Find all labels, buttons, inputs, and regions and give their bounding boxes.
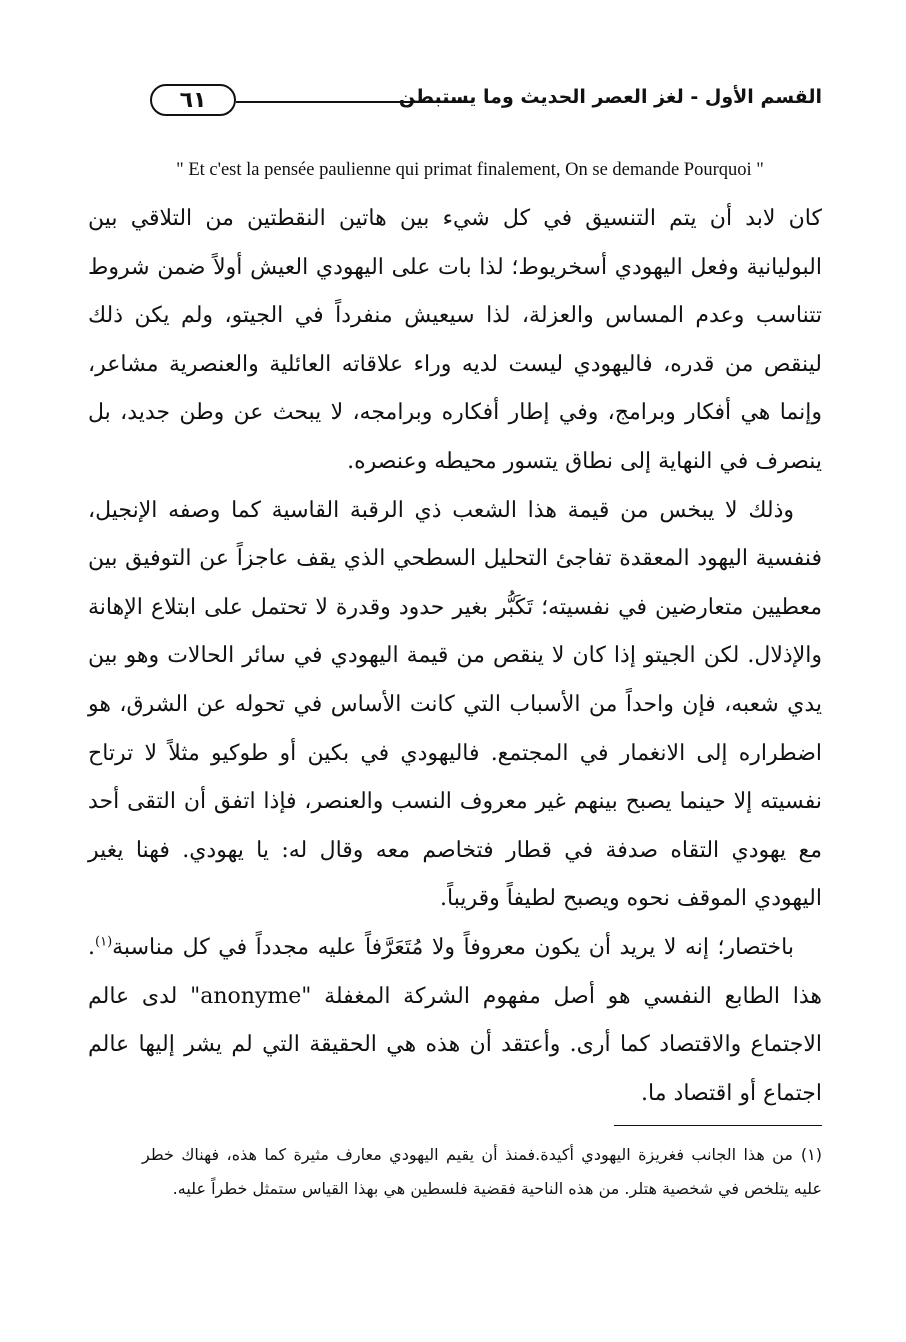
body-text — [88, 195, 822, 1118]
page-number: ٦١ — [150, 84, 236, 116]
chapter-title: القسم الأول - لغز العصر الحديث وما يستبطن — [398, 86, 822, 108]
paragraph — [88, 924, 822, 1118]
footnote-divider — [614, 1125, 822, 1126]
running-header — [150, 84, 822, 120]
epigraph-quote: " Et c'est la pensée paulienne qui primat finalement, On se demande Pourquoi " — [176, 160, 764, 180]
footnote — [142, 1138, 822, 1206]
paragraph: وذلك لا يبخس من قيمة هذا الشعب ذي الرقبة القاسية كما وصفه الإنجيل، فنفسية اليهود المعقدة تفاجئ التحليل السطحي الذي يقف عاجزاً عن التوفيق بين معطيين متعارضين في نفسيته؛ تَكَبُّر بغير حدود وقدرة لا تحتمل على ابتلاع الإهانة والإذلال. لكن الجيتو إذا كان لا ينقص من قيمة اليهودي في سائر الحالات وهو بين يدي شعبه، فإن واحداً من الأسباب التي كانت الأساس في تحوله عن الشرق، هو اضطراره إلى الانغمار في المجتمع. فاليهودي في بكين أو طوكيو مثلاً لا ترتاح نفسيته إلا حينما يصبح بينهم غير معروف النسب والعنصر، فإذا اتفق أن التقى أحد مع يهودي التقاه صدفة في قطار فتخاصم معه وقال له: يا يهودي. فهنا يغير اليهودي الموقف نحوه ويصبح لطيفاً وقريباً. — [88, 497, 822, 912]
paragraph: كان لابد أن يتم التنسيق في كل شيء بين هاتين النقطتين من التلاقي بين البوليانية وفعل اليهودي أسخريوط؛ لذا بات على اليهودي العيش أولاً ضمن شروط تتناسب وعدم المساس والعزلة، لذا سيعيش منفرداً في الجيتو، ولم يكن ذلك لينقص من قدره، فاليهودي ليست لديه وراء علاقاته العائلية والعنصرية مشاعر، وإنما هي أفكار وبرامج، وفي إطار أفكاره وبرامجه، لا يبحث عن وطن جديد، بل ينصرف في النهاية إلى نطاق يتسور محيطه وعنصره. — [88, 206, 823, 474]
paragraph-text: . هذا الطابع النفسي هو أصل مفهوم الشركة المغفلة "anonyme" لدى عالم الاجتماع والاقتصاد كما أرى. وأعتقد أن هذه هي الحقيقة التي لم يشر إليها عالم اجتماع أو اقتصاد ما. — [88, 934, 822, 1106]
footnote-marker: (١) — [800, 1145, 822, 1164]
footnote-text: من هذا الجانب فغريزة اليهودي أكيدة.فمنذ أن يقيم اليهودي معارف مثيرة كما هذه، فهناك خطر عليه يتلخص في شخصية هتلر. من هذه الناحية فقضية فلسطين هي بهذا القياس ستمثل خطراً عليه. — [142, 1145, 822, 1198]
footnote-reference[interactable]: (١) — [95, 934, 113, 950]
paragraph-text: باختصار؛ إنه لا يريد أن يكون معروفاً ولا مُتَعَرَّفاً عليه مجدداً في كل مناسبة — [112, 934, 794, 960]
